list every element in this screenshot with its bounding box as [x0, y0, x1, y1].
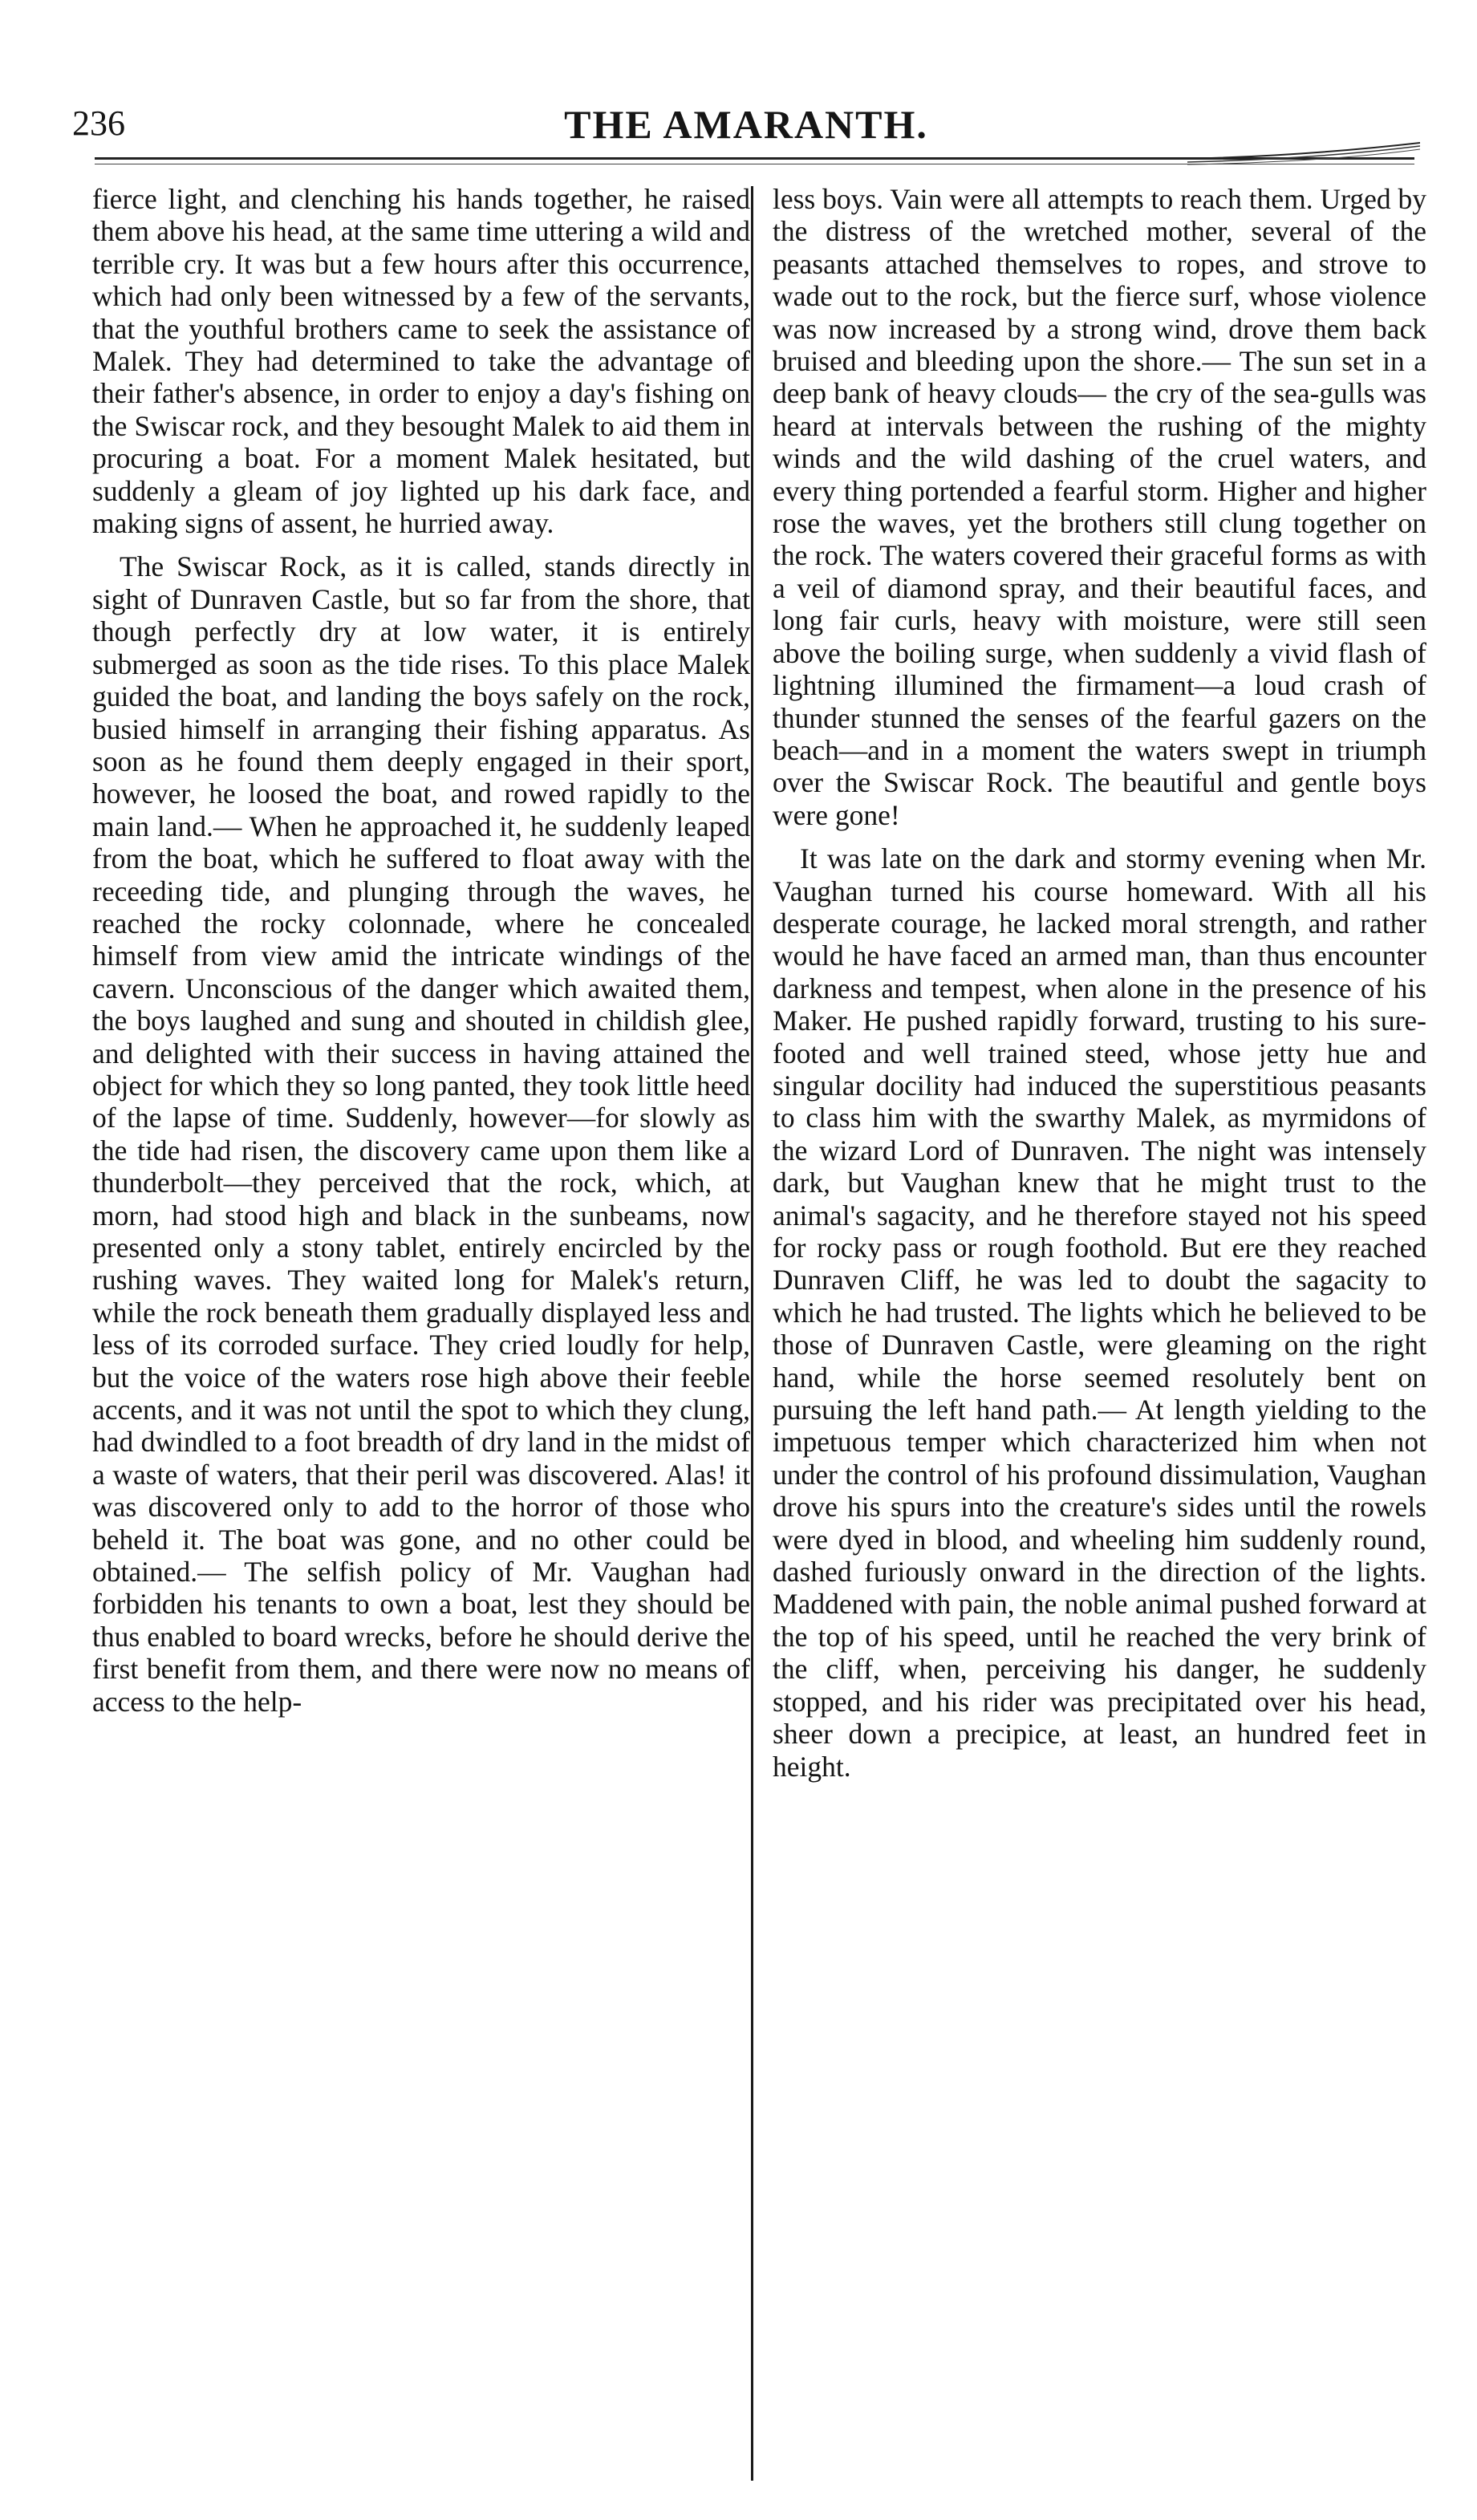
right-column [773, 183, 1426, 1783]
right-paragraph-2: It was late on the dark and stormy evening when Mr. Vaughan turned his course homeward. With all his desperate courage, he lacked moral strength, and rather would he have faced an armed man, than thus encounter darkness and tempest, when alone in the presence of his Maker. He pushed rapidly forward, trusting to his sure-footed and well trained steed, whose jetty hue and singular docility had induced the superstitious peasants to class him with the swarthy Malek, as myrmidons of the wizard Lord of Dunraven. The night was intensely dark, but Vaughan knew that he might trust to the animal's sagacity, and he therefore stayed not his speed for rocky pass or rough foothold. But ere they reached Dunraven Cliff, he was led to doubt the sagacity to which he had trusted. The lights which he believed to be those of Dunraven Castle, were gleaming on the right hand, while the horse seemed resolutely bent on pursuing the left hand path.— At length yielding to the impetuous temper which characterized him when not under the control of his profound dissimulation, Vaughan drove his spurs into the creature's sides until the rowels were dyed in blood, and wheeling him suddenly round, dashed furiously onward in the direction of the lights. Maddened with pain, the noble animal pushed forward at the top of his speed, until he reached the very brink of the cliff, when, perceiving his danger, he suddenly stopped, and his rider was precipitated over his head, sheer down a precipice, at least, an hundred feet in height. [773, 842, 1426, 1783]
running-title: THE AMARANTH. [564, 102, 928, 147]
column-divider [751, 186, 753, 2481]
left-paragraph-2: The Swiscar Rock, as it is called, stands directly in sight of Dunraven Castle, but so far from the shore, that though perfectly dry at low water, it is entirely submerged as soon as the tide rises. To this place Malek guided the boat, and landing the boys safely on the rock, busied himself in arranging their fishing apparatus. As soon as he found them deeply engaged in their sport, however, he loosed the boat, and rowed rapidly to the main land.— When he approached it, he suddenly leaped from the boat, which he suffered to float away with the receeding tide, and plunging through the waves, he reached the rocky colonnade, where he concealed himself from view amid the intricate windings of the cavern. Unconscious of the danger which awaited them, the boys laughed and sung and shouted in childish glee, and delighted with their success in having attained the object for which they so long panted, they took little heed of the lapse of time. Suddenly, however—for slowly as the tide had risen, the discovery came upon them like a thunderbolt—they perceived that the rock, which, at morn, had stood high and black in the sunbeams, now presented only a stony tablet, entirely encircled by the rushing waves. They waited long for Malek's return, while the rock beneath them gradually displayed less and less of its corroded surface. They cried loudly for help, but the voice of the waters rose high above their feeble accents, and it was not until the spot to which they clung, had dwindled to a foot breadth of dry land in the midst of a waste of waters, that their peril was discovered. Alas! it was discovered only to add to the horror of those who beheld it. The boat was gone, and no other could be obtained.— The selfish policy of Mr. Vaughan had forbidden his tenants to own a boat, lest they should be thus enabled to board wrecks, before he should derive the first benefit from them, and there were now no means of access to the help- [92, 550, 750, 1718]
right-paragraph-1: less boys. Vain were all attempts to reach them. Urged by the distress of the wretched mother, several of the peasants attached themselves to ropes, and strove to wade out to the rock, but the fierce surf, whose violence was now increased by a strong wind, drove them back bruised and bleeding upon the shore.— The sun set in a deep bank of heavy clouds— the cry of the sea-gulls was heard at intervals between the rushing of the mighty winds and the wild dashing of the cruel waters, and every thing portended a fearful storm. Higher and higher rose the waves, yet the brothers still clung together on the rock. The waters covered their graceful forms as with a veil of diamond spray, and their beautiful faces, and long fair curls, heavy with moisture, were still seen above the boiling surge, when suddenly a vivid flash of lightning illumined the firmament—a loud crash of thunder stunned the senses of the fearful gazers on the beach—and in a moment the waters swept in triumph over the Swiscar Rock. The beautiful and gentle boys were gone! [773, 183, 1426, 831]
header-rule-flourish [1187, 141, 1420, 165]
page-number: 236 [72, 103, 125, 143]
left-paragraph-1: fierce light, and clenching his hands together, he raised them above his head, at the same time uttering a wild and terrible cry. It was but a few hours after this occurrence, which had only been witnessed by a few of the servants, that the youthful brothers came to seek the assistance of Malek. They had determined to take the advantage of their father's absence, in order to enjoy a day's fishing on the Swiscar rock, and they besought Malek to aid them in procuring a boat. For a moment Malek hesitated, but suddenly a gleam of joy lighted up his dark face, and making signs of assent, he hurried away. [92, 183, 750, 540]
left-column [92, 183, 750, 1718]
